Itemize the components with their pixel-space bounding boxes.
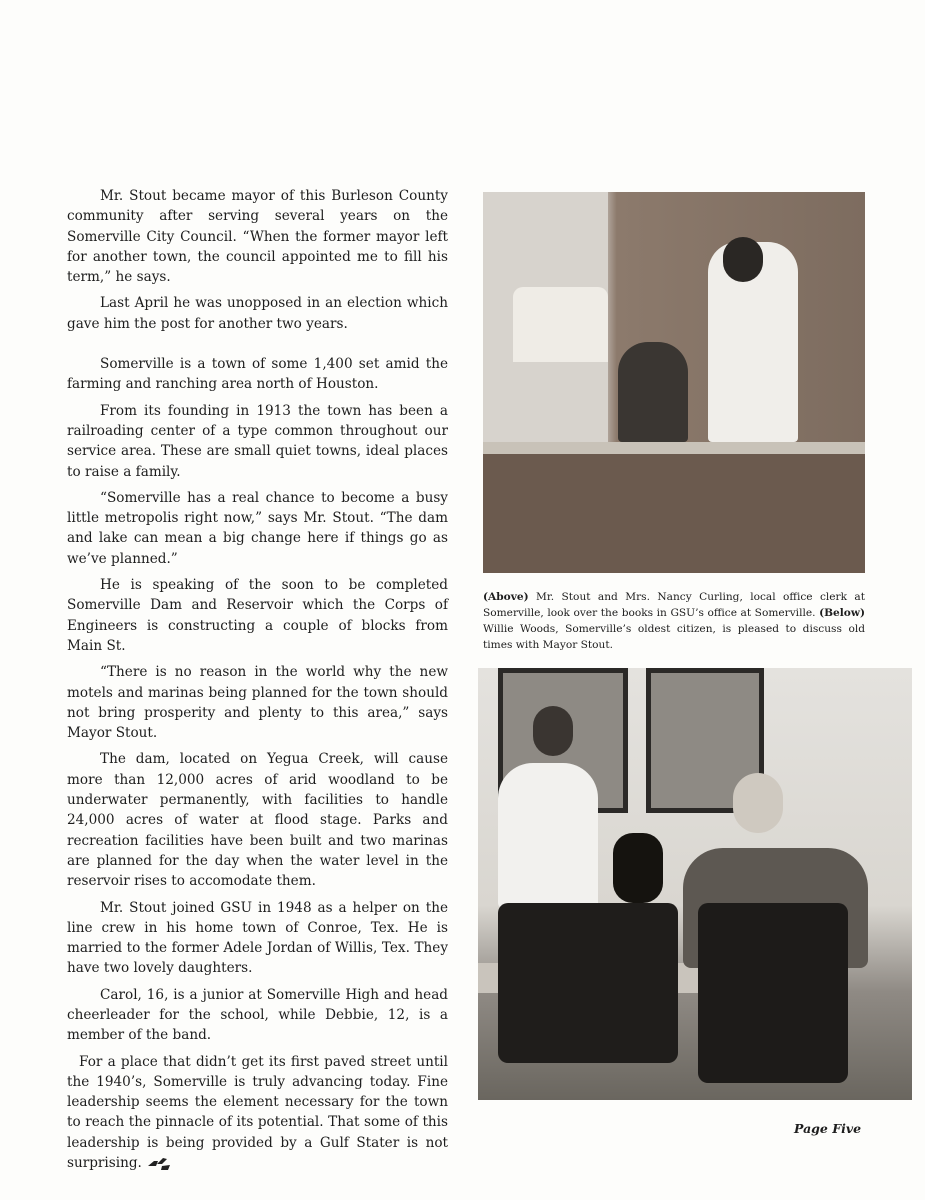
paragraph: He is speaking of the soon to be completed Somerville Dam and Reservoir which the Corps of Engineers is constructing a couple of blocks from Main St.: [67, 577, 448, 654]
paragraph: Last April he was unopposed in an election which gave him the post for another two years.: [67, 295, 448, 332]
closing-paragraph: [67, 1052, 448, 1174]
paragraph: Somerville is a town of some 1,400 set amid the farming and ranching area north of Houston.: [67, 356, 448, 393]
gsu-logo-icon: [148, 1158, 172, 1170]
photo-caption: [483, 589, 865, 653]
paragraph: The dam, located on Yegua Creek, will cause more than 12,000 acres of arid woodland to be underwater permanently, with facilities to handle 24,000 acres of water at flood stage. Parks and recreation facilities have been built and two marinas are planned for the day when the water level in the reservoir rises to accomodate them.: [67, 751, 448, 890]
paragraph: “There is no reason in the world why the new motels and marinas being planned for the town should not bring prosperity and plenty to this area,” says Mayor Stout.: [67, 664, 448, 742]
photo-office: [483, 192, 865, 573]
paragraph: Carol, 16, is a junior at Somerville High and head cheerleader for the school, while Debbie, 12, is a member of the band.: [67, 986, 448, 1044]
caption-above-text: Mr. Stout and Mrs. Nancy Curling, local office clerk at Somerville, look over the books in GSU’s office at Somerville.: [483, 591, 865, 619]
caption-below-text: Willie Woods, Somerville’s oldest citizen, is pleased to discuss old times with Mayor Stout.: [483, 623, 865, 651]
paragraph: Mr. Stout joined GSU in 1948 as a helper on the line crew in his home town of Conroe, Tex. He is married to the former Adele Jordan of Willis, Tex. They have two lovely daughters.: [67, 899, 448, 977]
paragraph: “Somerville has a real chance to become a busy little metropolis right now,” says Mr. Stout. “The dam and lake can mean a big change here if things go as we’ve planned.”: [67, 489, 448, 567]
page-number: Page Five: [794, 1121, 862, 1136]
caption-above-label: (Above): [483, 591, 529, 603]
paragraph-text: For a place that didn’t get its first paved street until the 1940’s, Somerville is truly advancing today. Fine leadership seems the element necessary for the town to reach the pinnacle of its potential. That some of this leadership is being provided by a Gulf Stater is not surprising.: [67, 1053, 448, 1172]
caption-below-label: (Below): [819, 607, 865, 619]
article-column: [67, 186, 448, 1179]
paragraph: From its founding in 1913 the town has been a railroading center of a type common throughout our service area. These are small quiet towns, ideal places to raise a family.: [67, 402, 448, 480]
paragraph: Mr. Stout became mayor of this Burleson County community after serving several years on the Somerville City Council. “When the former mayor left for another town, the council appointed me to fill his term,” he says.: [67, 188, 448, 286]
photo-porch: [478, 668, 912, 1100]
